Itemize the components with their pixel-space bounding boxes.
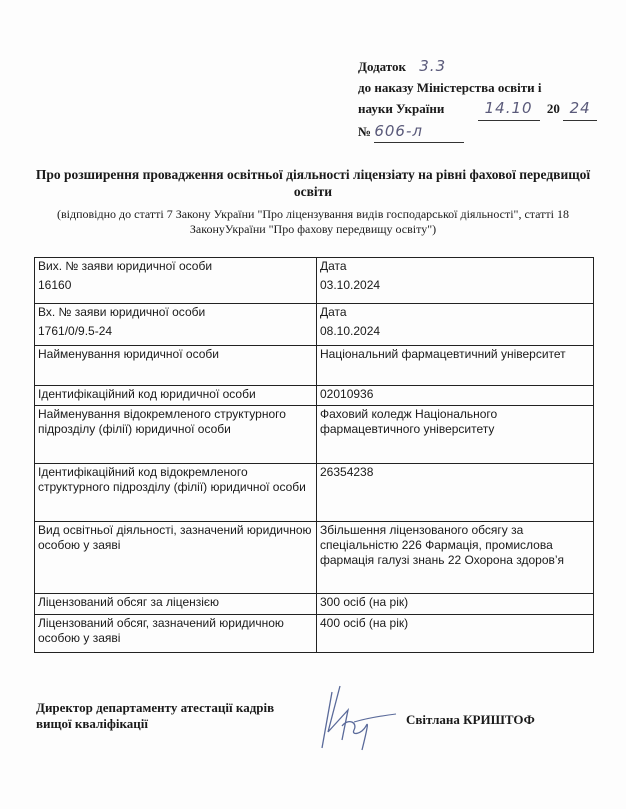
order-date: 14.10: [484, 99, 533, 117]
handwritten-signature: [318, 682, 398, 752]
table-row: [35, 304, 594, 346]
table-row: [35, 258, 594, 304]
appendix-label: Додаток: [358, 59, 407, 74]
cell-value: 16160: [38, 278, 72, 292]
info-table: [34, 257, 594, 653]
appendix-line-2: до наказу Міністерства освіти і: [358, 79, 542, 95]
signatory-title: Директор департаменту атестації кадрів вищої кваліфікації: [36, 700, 275, 731]
table-row: [35, 615, 594, 653]
order-number-blank: [374, 121, 464, 144]
table-cell-left: [35, 304, 317, 346]
table-row: [35, 406, 594, 464]
appendix-line-3-text: науки України: [358, 101, 445, 116]
table-cell-left: Найменування юридичної особи: [35, 346, 317, 386]
cell-label: Вих. № заяви юридичної особи: [38, 259, 213, 273]
year-prefix: 20: [546, 101, 560, 116]
appendix-number-line: [358, 121, 598, 144]
signatory-name: Світлана КРИШТОФ: [406, 712, 535, 727]
table-cell-right: Фаховий коледж Національного фармацевтичного університету: [317, 406, 594, 464]
table-cell-left: Ідентифікаційний код відокремленого структурного підрозділу (філії) юридичної особи: [35, 464, 317, 522]
table-cell-left: Вид освітньої діяльності, зазначений юридичною особою у заяві: [35, 522, 317, 594]
table-cell-right: 02010936: [317, 386, 594, 406]
cell-value: 1761/0/9.5-24: [38, 324, 113, 338]
order-number: 606-л: [374, 121, 423, 140]
cell-value: 03.10.2024: [320, 278, 381, 292]
table-row: [35, 594, 594, 615]
table-row: [35, 386, 594, 406]
cell-label: Дата: [320, 305, 347, 319]
table-cell-left: Ідентифікаційний код юридичної особи: [35, 386, 317, 406]
cell-label: Дата: [320, 259, 347, 273]
table-row: [35, 346, 594, 386]
document-subtitle: (відповідно до статті 7 Закону України "Про ліцензування видів господарської діяльності", статті 18 ЗаконуУкраїни "Про фахову передвищу освіту"): [56, 207, 569, 236]
table-cell-right: Національний фармацевтичний університет: [317, 346, 594, 386]
table-cell-left: Найменування відокремленого структурного підрозділу (філії) юридичної особи: [35, 406, 317, 464]
table-cell-left: Ліцензований обсяг за ліцензією: [35, 594, 317, 615]
appendix-line-3: [358, 98, 598, 121]
table-cell-right: 300 осіб (на рік): [317, 594, 594, 615]
number-sign: №: [358, 123, 372, 139]
table-cell-right: [317, 258, 594, 304]
year-blank: [563, 98, 597, 121]
table-cell-right: [317, 304, 594, 346]
cell-label: Вх. № заяви юридичної особи: [38, 305, 206, 319]
appendix-block: [358, 56, 598, 143]
appendix-number: 3.3: [419, 57, 447, 75]
table-cell-left: Ліцензований обсяг, зазначений юридичною особою у заяві: [35, 615, 317, 653]
appendix-label-line: [358, 56, 598, 78]
table-row: [35, 522, 594, 594]
order-date-blank: [478, 98, 540, 121]
order-year: 24: [569, 99, 591, 117]
table-cell-right: 26354238: [317, 464, 594, 522]
table-row: [35, 464, 594, 522]
cell-value: 08.10.2024: [320, 324, 381, 338]
document-title: Про розширення провадження освітньої діяльності ліцензіату на рівні фахової передвищої освіти: [35, 167, 591, 199]
table-cell-left: [35, 258, 317, 304]
table-cell-right: Збільшення ліцензованого обсягу за спеціальністю 226 Фармація, промислова фармація галузі знань 22 Охорона здоров’я: [317, 522, 594, 594]
table-cell-right: 400 осіб (на рік): [317, 615, 594, 653]
